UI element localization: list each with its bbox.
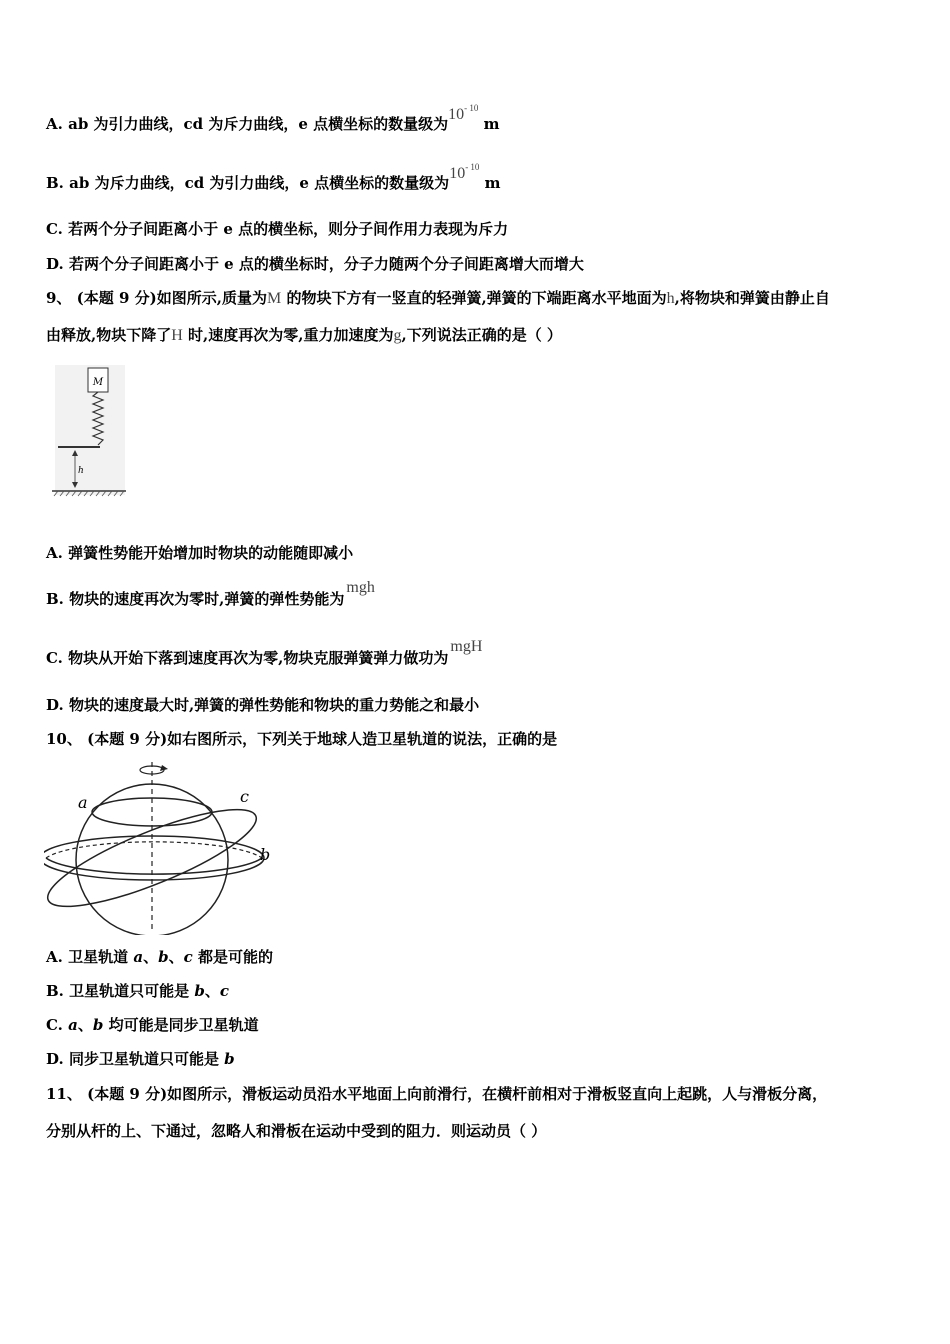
math-expression: mgH bbox=[450, 638, 483, 655]
q8-option-b bbox=[46, 162, 501, 195]
stem-text: 由释放,物块下降了 bbox=[46, 326, 172, 344]
q11-stem-line-1 bbox=[46, 1084, 827, 1104]
math-gravity: g bbox=[393, 327, 402, 344]
option-text: 卫星轨道只可能是 bbox=[69, 982, 195, 1000]
label-b: b bbox=[260, 845, 271, 864]
option-letter: A. bbox=[46, 115, 63, 133]
q8-option-d bbox=[46, 254, 584, 274]
stem-text: 的物块下方有一竖直的轻弹簧,弹簧的下端距离水平地面为 bbox=[286, 289, 667, 307]
q8-option-a bbox=[46, 103, 500, 136]
option-text: 均可能是同步卫星轨道 bbox=[103, 1016, 259, 1034]
q8-option-c bbox=[46, 219, 508, 239]
satellite-orbit-figure bbox=[44, 760, 276, 935]
q10-stem bbox=[46, 729, 557, 749]
math-base: 10 bbox=[448, 106, 465, 123]
option-letter: B. bbox=[46, 982, 64, 1000]
q9-stem-line-1 bbox=[46, 288, 830, 309]
math-base: 10 bbox=[449, 165, 466, 182]
q9-stem-line-2 bbox=[46, 325, 562, 346]
separator: 、 bbox=[204, 982, 220, 1000]
stem-text: 分别从杆的上、下通过，忽略人和滑板在运动中受到的阻力．则运动员（ ） bbox=[46, 1122, 547, 1140]
height-label: h bbox=[78, 466, 84, 476]
option-letter: A. bbox=[46, 948, 63, 966]
q10-option-c bbox=[46, 1015, 259, 1035]
option-text: 若两个分子间距离小于 e 点的横坐标，则分子间作用力表现为斥力 bbox=[68, 220, 509, 238]
label-a: a bbox=[78, 793, 88, 812]
math-expression: mgh bbox=[346, 579, 375, 596]
q11-stem-line-2 bbox=[46, 1121, 546, 1141]
option-letter: C. bbox=[46, 649, 63, 667]
option-letter: C. bbox=[46, 220, 63, 238]
stem-text: ,下列说法正确的是（ ） bbox=[401, 326, 562, 344]
option-letter: B. bbox=[46, 174, 64, 192]
orbit-ref: c bbox=[183, 948, 193, 966]
orbit-ref: a bbox=[133, 948, 144, 966]
option-text: 物块的速度最大时,弹簧的弹性势能和物块的重力势能之和最小 bbox=[68, 696, 480, 714]
label-c: c bbox=[240, 787, 249, 806]
option-text: 卫星轨道 bbox=[68, 948, 134, 966]
q9-option-c bbox=[46, 638, 483, 669]
stem-text: 9、 (本题 9 分)如图所示,质量为 bbox=[46, 289, 267, 307]
math-exponent: - 10 bbox=[465, 162, 480, 172]
q10-option-a bbox=[46, 947, 273, 967]
orbit-ref: b bbox=[194, 982, 205, 1000]
orbit-ref: b bbox=[92, 1016, 104, 1034]
math-exponent: - 10 bbox=[464, 103, 479, 113]
option-text: 物块从开始下落到速度再次为零,物块克服弹簧弹力做功为 bbox=[68, 649, 449, 667]
stem-text: 10、 (本题 9 分)如右图所示，下列关于地球人造卫星轨道的说法，正确的是 bbox=[46, 730, 558, 748]
math-drop: H bbox=[171, 327, 183, 344]
option-text: 物块的速度再次为零时,弹簧的弹性势能为 bbox=[69, 590, 345, 608]
option-text: 都是可能的 bbox=[192, 948, 273, 966]
q9-option-b bbox=[46, 579, 375, 610]
earth-sphere bbox=[76, 784, 228, 935]
option-letter: D. bbox=[46, 1050, 64, 1068]
q9-option-d bbox=[46, 695, 479, 715]
separator: 、 bbox=[168, 948, 184, 966]
option-letter: D. bbox=[46, 255, 64, 273]
orbit-ref: b bbox=[224, 1050, 235, 1068]
q10-option-b bbox=[46, 981, 229, 1001]
unit: m bbox=[484, 174, 501, 192]
q9-option-a bbox=[46, 543, 353, 563]
option-text: 同步卫星轨道只可能是 bbox=[68, 1050, 225, 1068]
separator: 、 bbox=[143, 948, 159, 966]
option-text: 若两个分子间距离小于 e 点的横坐标时，分子力随两个分子间距离增大而增大 bbox=[68, 255, 584, 273]
option-letter: A. bbox=[46, 544, 63, 562]
option-text: ab 为斥力曲线，cd 为引力曲线，e 点横坐标的数量级为 bbox=[69, 174, 450, 192]
block-label: M bbox=[92, 377, 104, 388]
math-height: h bbox=[666, 290, 675, 307]
orbit-ref: c bbox=[219, 982, 230, 1000]
option-text: ab 为引力曲线，cd 为斥力曲线，e 点横坐标的数量级为 bbox=[68, 115, 449, 133]
math-mass: M bbox=[266, 290, 282, 307]
separator: 、 bbox=[77, 1016, 93, 1034]
option-letter: B. bbox=[46, 590, 64, 608]
spring-block-figure bbox=[50, 365, 130, 500]
stem-text: 11、 (本题 9 分)如图所示，滑板运动员沿水平地面上向前滑行，在横杆前相对于滑板竖直向上起跳，人与滑板分离， bbox=[46, 1085, 828, 1103]
option-letter: D. bbox=[46, 696, 64, 714]
q10-option-d bbox=[46, 1049, 235, 1069]
unit: m bbox=[483, 115, 500, 133]
stem-text: ,将物块和弹簧由静止自 bbox=[674, 289, 830, 307]
option-text: 弹簧性势能开始增加时物块的动能随即减小 bbox=[68, 544, 354, 562]
orbit-ref: a bbox=[68, 1016, 78, 1034]
orbit-ref: b bbox=[158, 948, 169, 966]
stem-text: 时,速度再次为零,重力加速度为 bbox=[188, 326, 394, 344]
option-letter: C. bbox=[46, 1016, 63, 1034]
